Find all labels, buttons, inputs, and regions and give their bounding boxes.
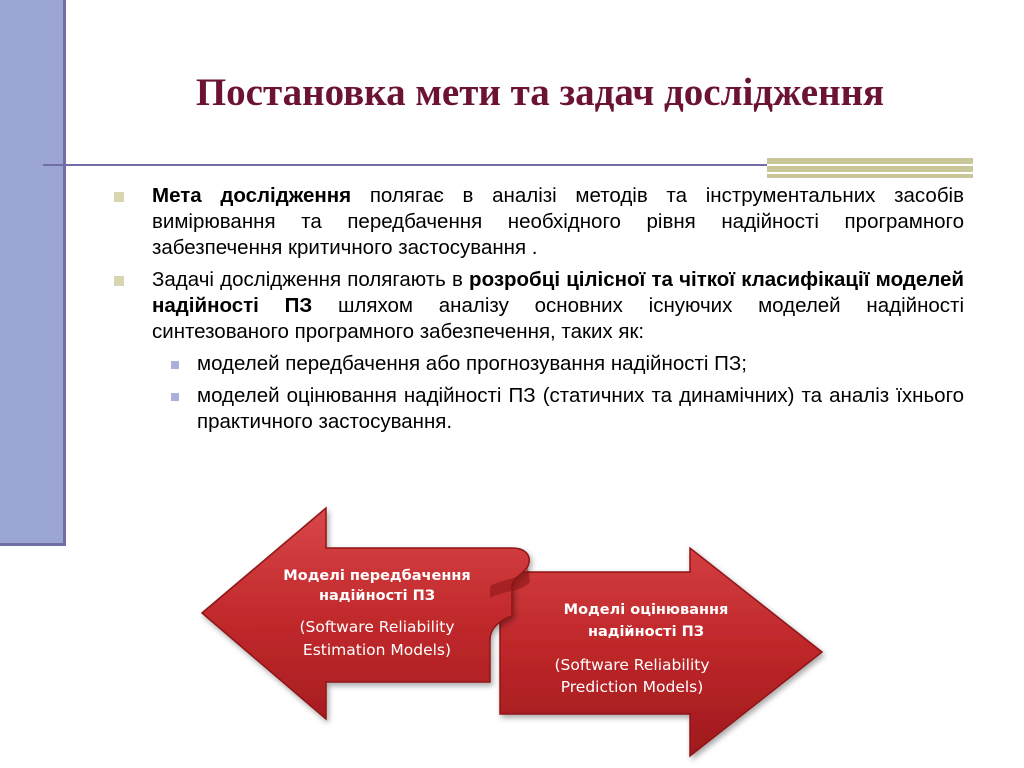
left-arrow-sub-line2: Estimation Models) [302,641,452,659]
bullet-text-before: Задачі дослідження полягають в [152,268,470,291]
right-arrow-title-line1: Моделі оцінювання [563,602,729,618]
left-arrow-title-line2: надійності ПЗ [318,588,436,604]
bullet-bold-term: Мета дослідження [152,184,352,207]
sub-bullet-text: моделей передбачення або прогнозування надійності ПЗ; [197,352,747,375]
right-arrow-title-line2: надійності ПЗ [587,624,705,640]
left-arrow-title-line1: Моделі передбачення [283,568,471,584]
right-arrow-sub-line1: (Software Reliability [554,656,710,674]
page-title: Постановка мети та задач дослідження [195,71,885,114]
arrow-right [500,548,822,756]
bullet-bold-term: розробці цілісної та чіткої класифікації моделей надійності ПЗ [152,268,964,317]
sub-bullet-text: моделей оцінювання надійності ПЗ (статичних та динамічних) та аналіз їхнього практичного застосування. [197,384,964,433]
left-arrow-shape [202,508,529,719]
arrow-left [202,508,530,719]
bullet-text-after: шляхом аналізу основних існуючих моделей надійності синтезованого програмного забезпечення, таких як: [152,294,965,343]
right-arrow-shape [500,548,822,756]
left-arrow-sub-line1: (Software Reliability [299,618,455,636]
bullet-text: полягає в аналізі методів та інструментальних засобів вимірювання та передбачення необхідного рівня надійності програмного забезпечення критичного застосування . [152,184,964,259]
right-arrow-sub-line2: Prediction Models) [560,678,704,696]
